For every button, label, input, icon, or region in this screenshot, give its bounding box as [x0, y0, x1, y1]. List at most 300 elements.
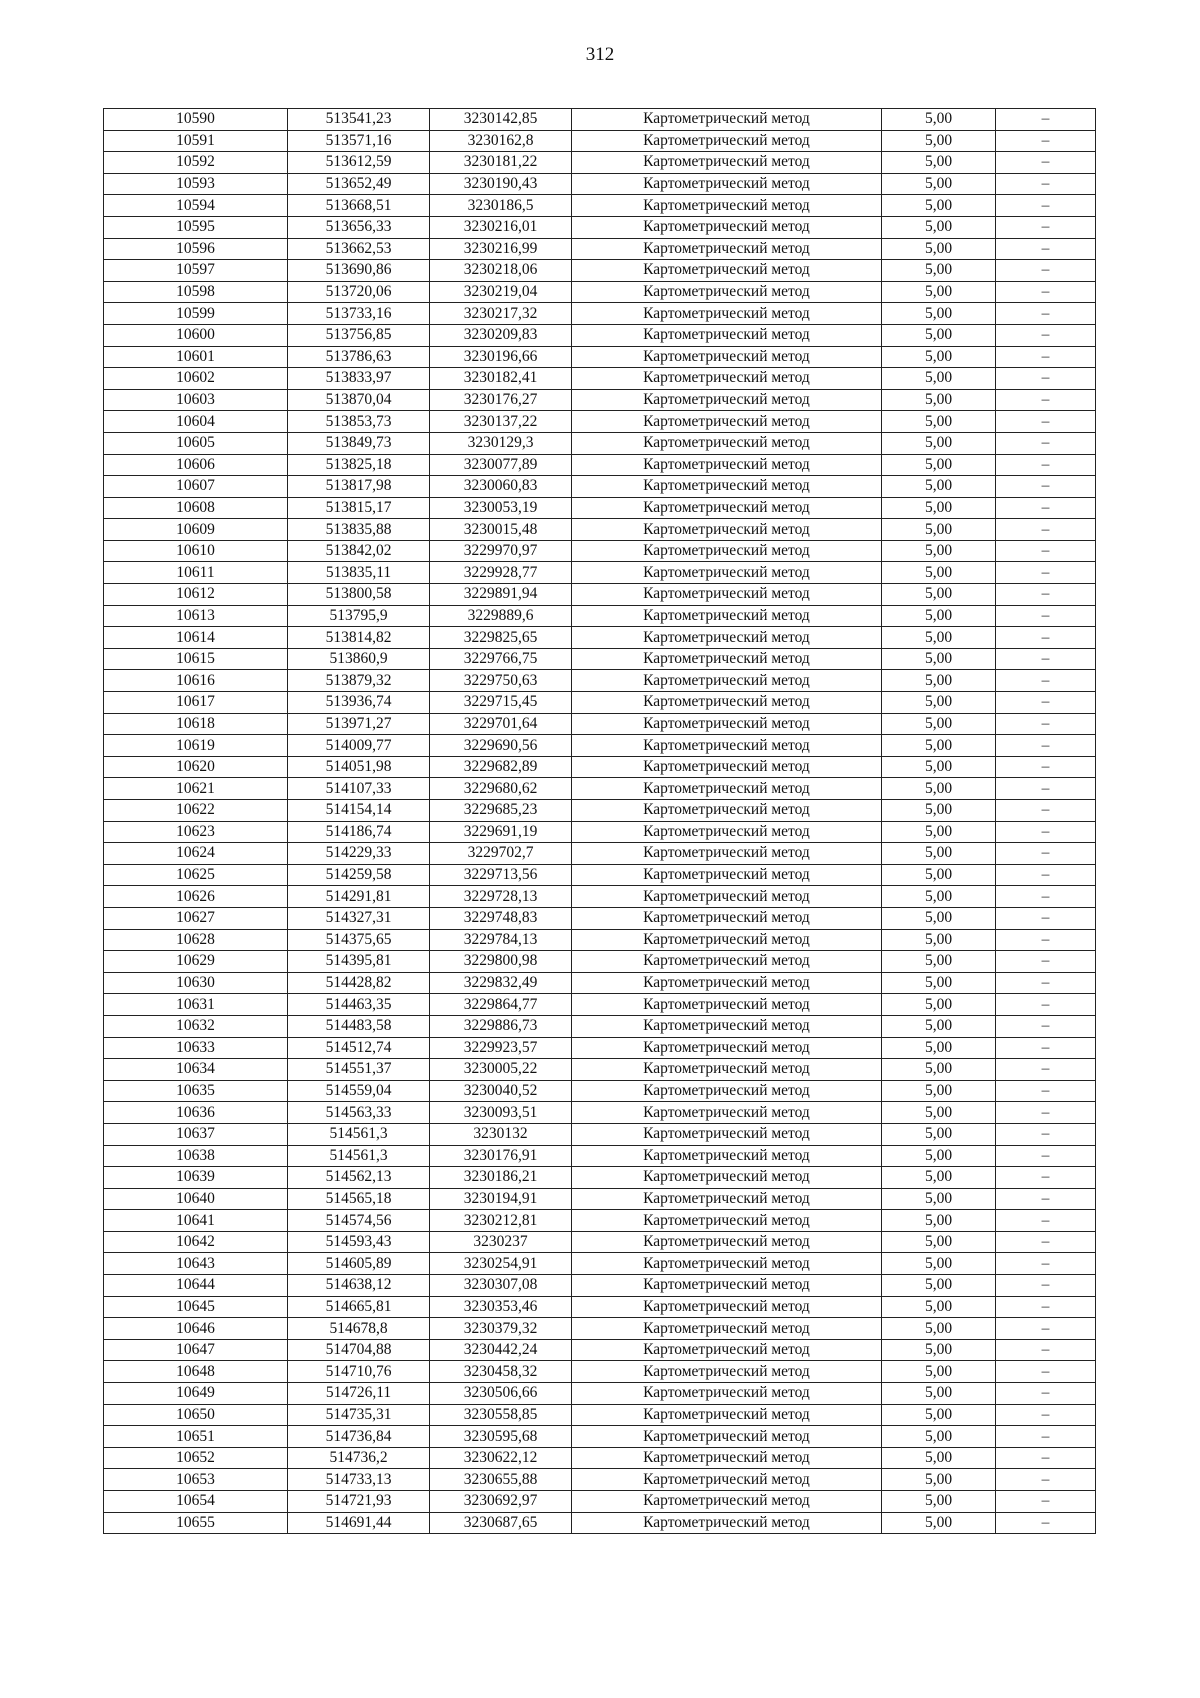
- x-coordinate-cell: 514733,13: [288, 1469, 430, 1491]
- point-number-cell: 10612: [104, 584, 288, 606]
- accuracy-cell: 5,00: [882, 562, 996, 584]
- accuracy-cell: 5,00: [882, 951, 996, 973]
- y-coordinate-cell: 3229825,65: [430, 627, 572, 649]
- table-row: [104, 1145, 1096, 1167]
- method-cell: Картометрический метод: [572, 951, 882, 973]
- x-coordinate-cell: 513786,63: [288, 346, 430, 368]
- y-coordinate-cell: 3230655,88: [430, 1469, 572, 1491]
- accuracy-cell: 5,00: [882, 1491, 996, 1513]
- method-cell: Картометрический метод: [572, 411, 882, 433]
- point-number-cell: 10643: [104, 1253, 288, 1275]
- description-cell: –: [996, 1037, 1096, 1059]
- method-cell: Картометрический метод: [572, 476, 882, 498]
- point-number-cell: 10650: [104, 1404, 288, 1426]
- y-coordinate-cell: 3230379,32: [430, 1318, 572, 1340]
- table-row: [104, 627, 1096, 649]
- accuracy-cell: 5,00: [882, 1296, 996, 1318]
- y-coordinate-cell: 3230186,21: [430, 1167, 572, 1189]
- table-row: [104, 1361, 1096, 1383]
- description-cell: –: [996, 195, 1096, 217]
- y-coordinate-cell: 3230186,5: [430, 195, 572, 217]
- method-cell: Картометрический метод: [572, 109, 882, 131]
- accuracy-cell: 5,00: [882, 648, 996, 670]
- method-cell: Картометрический метод: [572, 1275, 882, 1297]
- y-coordinate-cell: 3230218,06: [430, 260, 572, 282]
- description-cell: –: [996, 843, 1096, 865]
- point-number-cell: 10611: [104, 562, 288, 584]
- x-coordinate-cell: 513971,27: [288, 713, 430, 735]
- table-row: [104, 1080, 1096, 1102]
- point-number-cell: 10625: [104, 864, 288, 886]
- table-row: [104, 864, 1096, 886]
- x-coordinate-cell: 514512,74: [288, 1037, 430, 1059]
- point-number-cell: 10634: [104, 1059, 288, 1081]
- x-coordinate-cell: 514107,33: [288, 778, 430, 800]
- point-number-cell: 10638: [104, 1145, 288, 1167]
- x-coordinate-cell: 513853,73: [288, 411, 430, 433]
- y-coordinate-cell: 3230692,97: [430, 1491, 572, 1513]
- x-coordinate-cell: 514605,89: [288, 1253, 430, 1275]
- method-cell: Картометрический метод: [572, 216, 882, 238]
- y-coordinate-cell: 3230077,89: [430, 454, 572, 476]
- accuracy-cell: 5,00: [882, 843, 996, 865]
- x-coordinate-cell: 513817,98: [288, 476, 430, 498]
- description-cell: –: [996, 735, 1096, 757]
- table-row: [104, 1491, 1096, 1513]
- y-coordinate-cell: 3230060,83: [430, 476, 572, 498]
- accuracy-cell: 5,00: [882, 1404, 996, 1426]
- x-coordinate-cell: 514726,11: [288, 1383, 430, 1405]
- accuracy-cell: 5,00: [882, 907, 996, 929]
- description-cell: –: [996, 476, 1096, 498]
- table-row: [104, 1210, 1096, 1232]
- point-number-cell: 10628: [104, 929, 288, 951]
- method-cell: Картометрический метод: [572, 843, 882, 865]
- method-cell: Картометрический метод: [572, 281, 882, 303]
- x-coordinate-cell: 513795,9: [288, 605, 430, 627]
- method-cell: Картометрический метод: [572, 972, 882, 994]
- description-cell: –: [996, 800, 1096, 822]
- point-number-cell: 10596: [104, 238, 288, 260]
- table-row: [104, 1231, 1096, 1253]
- y-coordinate-cell: 3229970,97: [430, 540, 572, 562]
- accuracy-cell: 5,00: [882, 1275, 996, 1297]
- y-coordinate-cell: 3230209,83: [430, 324, 572, 346]
- x-coordinate-cell: 513690,86: [288, 260, 430, 282]
- y-coordinate-cell: 3230142,85: [430, 109, 572, 131]
- y-coordinate-cell: 3229685,23: [430, 800, 572, 822]
- x-coordinate-cell: 513835,11: [288, 562, 430, 584]
- description-cell: –: [996, 692, 1096, 714]
- table-row: [104, 109, 1096, 131]
- description-cell: –: [996, 1231, 1096, 1253]
- accuracy-cell: 5,00: [882, 994, 996, 1016]
- method-cell: Картометрический метод: [572, 735, 882, 757]
- method-cell: Картометрический метод: [572, 1037, 882, 1059]
- accuracy-cell: 5,00: [882, 864, 996, 886]
- method-cell: Картометрический метод: [572, 1210, 882, 1232]
- point-number-cell: 10610: [104, 540, 288, 562]
- description-cell: –: [996, 1404, 1096, 1426]
- method-cell: Картометрический метод: [572, 260, 882, 282]
- point-number-cell: 10624: [104, 843, 288, 865]
- description-cell: –: [996, 1167, 1096, 1189]
- x-coordinate-cell: 514009,77: [288, 735, 430, 757]
- description-cell: –: [996, 346, 1096, 368]
- x-coordinate-cell: 513733,16: [288, 303, 430, 325]
- table-row: [104, 1426, 1096, 1448]
- method-cell: Картометрический метод: [572, 1015, 882, 1037]
- description-cell: –: [996, 432, 1096, 454]
- table-row: [104, 476, 1096, 498]
- y-coordinate-cell: 3230217,32: [430, 303, 572, 325]
- x-coordinate-cell: 513870,04: [288, 389, 430, 411]
- x-coordinate-cell: 513860,9: [288, 648, 430, 670]
- point-number-cell: 10590: [104, 109, 288, 131]
- table-row: [104, 821, 1096, 843]
- description-cell: –: [996, 886, 1096, 908]
- method-cell: Картометрический метод: [572, 994, 882, 1016]
- x-coordinate-cell: 514551,37: [288, 1059, 430, 1081]
- point-number-cell: 10642: [104, 1231, 288, 1253]
- x-coordinate-cell: 513800,58: [288, 584, 430, 606]
- accuracy-cell: 5,00: [882, 1426, 996, 1448]
- y-coordinate-cell: 3230442,24: [430, 1339, 572, 1361]
- x-coordinate-cell: 514736,84: [288, 1426, 430, 1448]
- y-coordinate-cell: 3230458,32: [430, 1361, 572, 1383]
- description-cell: –: [996, 540, 1096, 562]
- x-coordinate-cell: 513825,18: [288, 454, 430, 476]
- method-cell: Картометрический метод: [572, 1123, 882, 1145]
- table-row: [104, 584, 1096, 606]
- table-row: [104, 735, 1096, 757]
- description-cell: –: [996, 281, 1096, 303]
- description-cell: –: [996, 584, 1096, 606]
- method-cell: Картометрический метод: [572, 1102, 882, 1124]
- x-coordinate-cell: 513612,59: [288, 152, 430, 174]
- point-number-cell: 10654: [104, 1491, 288, 1513]
- point-number-cell: 10631: [104, 994, 288, 1016]
- table-row: [104, 324, 1096, 346]
- accuracy-cell: 5,00: [882, 584, 996, 606]
- x-coordinate-cell: 514638,12: [288, 1275, 430, 1297]
- description-cell: –: [996, 389, 1096, 411]
- y-coordinate-cell: 3230353,46: [430, 1296, 572, 1318]
- accuracy-cell: 5,00: [882, 1059, 996, 1081]
- description-cell: –: [996, 1426, 1096, 1448]
- point-number-cell: 10641: [104, 1210, 288, 1232]
- point-number-cell: 10609: [104, 519, 288, 541]
- description-cell: –: [996, 1383, 1096, 1405]
- accuracy-cell: 5,00: [882, 1015, 996, 1037]
- x-coordinate-cell: 513662,53: [288, 238, 430, 260]
- table-row: [104, 670, 1096, 692]
- x-coordinate-cell: 513936,74: [288, 692, 430, 714]
- point-number-cell: 10630: [104, 972, 288, 994]
- description-cell: –: [996, 216, 1096, 238]
- x-coordinate-cell: 513879,32: [288, 670, 430, 692]
- point-number-cell: 10593: [104, 173, 288, 195]
- y-coordinate-cell: 3230015,48: [430, 519, 572, 541]
- accuracy-cell: 5,00: [882, 281, 996, 303]
- point-number-cell: 10640: [104, 1188, 288, 1210]
- table-row: [104, 951, 1096, 973]
- method-cell: Картометрический метод: [572, 173, 882, 195]
- y-coordinate-cell: 3230622,12: [430, 1447, 572, 1469]
- table-row: [104, 1296, 1096, 1318]
- accuracy-cell: 5,00: [882, 432, 996, 454]
- method-cell: Картометрический метод: [572, 152, 882, 174]
- accuracy-cell: 5,00: [882, 1102, 996, 1124]
- method-cell: Картометрический метод: [572, 1145, 882, 1167]
- x-coordinate-cell: 514395,81: [288, 951, 430, 973]
- point-number-cell: 10637: [104, 1123, 288, 1145]
- table-row: [104, 454, 1096, 476]
- y-coordinate-cell: 3230506,66: [430, 1383, 572, 1405]
- x-coordinate-cell: 514561,3: [288, 1145, 430, 1167]
- table-row: [104, 756, 1096, 778]
- method-cell: Картометрический метод: [572, 1167, 882, 1189]
- method-cell: Картометрический метод: [572, 324, 882, 346]
- y-coordinate-cell: 3230216,99: [430, 238, 572, 260]
- point-number-cell: 10621: [104, 778, 288, 800]
- accuracy-cell: 5,00: [882, 1469, 996, 1491]
- method-cell: Картометрический метод: [572, 1339, 882, 1361]
- description-cell: –: [996, 130, 1096, 152]
- method-cell: Картометрический метод: [572, 1491, 882, 1513]
- table-row: [104, 1447, 1096, 1469]
- method-cell: Картометрический метод: [572, 1404, 882, 1426]
- table-row: [104, 1275, 1096, 1297]
- description-cell: –: [996, 1361, 1096, 1383]
- table-row: [104, 929, 1096, 951]
- accuracy-cell: 5,00: [882, 238, 996, 260]
- method-cell: Картометрический метод: [572, 1188, 882, 1210]
- method-cell: Картометрический метод: [572, 907, 882, 929]
- x-coordinate-cell: 514704,88: [288, 1339, 430, 1361]
- accuracy-cell: 5,00: [882, 454, 996, 476]
- y-coordinate-cell: 3230132: [430, 1123, 572, 1145]
- table-row: [104, 260, 1096, 282]
- y-coordinate-cell: 3230219,04: [430, 281, 572, 303]
- table-row: [104, 1188, 1096, 1210]
- x-coordinate-cell: 514574,56: [288, 1210, 430, 1232]
- description-cell: –: [996, 1275, 1096, 1297]
- accuracy-cell: 5,00: [882, 778, 996, 800]
- description-cell: –: [996, 1512, 1096, 1534]
- method-cell: Картометрический метод: [572, 1318, 882, 1340]
- point-number-cell: 10647: [104, 1339, 288, 1361]
- point-number-cell: 10633: [104, 1037, 288, 1059]
- x-coordinate-cell: 514563,33: [288, 1102, 430, 1124]
- description-cell: –: [996, 951, 1096, 973]
- point-number-cell: 10606: [104, 454, 288, 476]
- coordinates-table-body: [104, 109, 1096, 1534]
- y-coordinate-cell: 3229713,56: [430, 864, 572, 886]
- method-cell: Картометрический метод: [572, 670, 882, 692]
- y-coordinate-cell: 3230595,68: [430, 1426, 572, 1448]
- y-coordinate-cell: 3230181,22: [430, 152, 572, 174]
- point-number-cell: 10592: [104, 152, 288, 174]
- accuracy-cell: 5,00: [882, 389, 996, 411]
- description-cell: –: [996, 109, 1096, 131]
- description-cell: –: [996, 1491, 1096, 1513]
- x-coordinate-cell: 513756,85: [288, 324, 430, 346]
- point-number-cell: 10605: [104, 432, 288, 454]
- accuracy-cell: 5,00: [882, 1512, 996, 1534]
- table-row: [104, 972, 1096, 994]
- table-row: [104, 540, 1096, 562]
- method-cell: Картометрический метод: [572, 519, 882, 541]
- point-number-cell: 10622: [104, 800, 288, 822]
- y-coordinate-cell: 3229784,13: [430, 929, 572, 951]
- point-number-cell: 10615: [104, 648, 288, 670]
- point-number-cell: 10636: [104, 1102, 288, 1124]
- description-cell: –: [996, 152, 1096, 174]
- y-coordinate-cell: 3230254,91: [430, 1253, 572, 1275]
- point-number-cell: 10594: [104, 195, 288, 217]
- method-cell: Картометрический метод: [572, 778, 882, 800]
- method-cell: Картометрический метод: [572, 1059, 882, 1081]
- point-number-cell: 10618: [104, 713, 288, 735]
- description-cell: –: [996, 519, 1096, 541]
- point-number-cell: 10620: [104, 756, 288, 778]
- x-coordinate-cell: 513815,17: [288, 497, 430, 519]
- y-coordinate-cell: 3229800,98: [430, 951, 572, 973]
- point-number-cell: 10626: [104, 886, 288, 908]
- x-coordinate-cell: 514593,43: [288, 1231, 430, 1253]
- accuracy-cell: 5,00: [882, 324, 996, 346]
- table-row: [104, 497, 1096, 519]
- accuracy-cell: 5,00: [882, 929, 996, 951]
- x-coordinate-cell: 514259,58: [288, 864, 430, 886]
- method-cell: Картометрический метод: [572, 1296, 882, 1318]
- method-cell: Картометрический метод: [572, 195, 882, 217]
- description-cell: –: [996, 864, 1096, 886]
- description-cell: –: [996, 605, 1096, 627]
- table-row: [104, 800, 1096, 822]
- description-cell: –: [996, 411, 1096, 433]
- description-cell: –: [996, 713, 1096, 735]
- accuracy-cell: 5,00: [882, 756, 996, 778]
- accuracy-cell: 5,00: [882, 713, 996, 735]
- accuracy-cell: 5,00: [882, 1080, 996, 1102]
- description-cell: –: [996, 1210, 1096, 1232]
- y-coordinate-cell: 3229748,83: [430, 907, 572, 929]
- y-coordinate-cell: 3230307,08: [430, 1275, 572, 1297]
- point-number-cell: 10602: [104, 368, 288, 390]
- accuracy-cell: 5,00: [882, 1361, 996, 1383]
- accuracy-cell: 5,00: [882, 670, 996, 692]
- y-coordinate-cell: 3230190,43: [430, 173, 572, 195]
- accuracy-cell: 5,00: [882, 821, 996, 843]
- x-coordinate-cell: 514051,98: [288, 756, 430, 778]
- method-cell: Картометрический метод: [572, 864, 882, 886]
- y-coordinate-cell: 3230176,91: [430, 1145, 572, 1167]
- table-row: [104, 281, 1096, 303]
- description-cell: –: [996, 1080, 1096, 1102]
- x-coordinate-cell: 514291,81: [288, 886, 430, 908]
- point-number-cell: 10598: [104, 281, 288, 303]
- description-cell: –: [996, 1102, 1096, 1124]
- table-row: [104, 152, 1096, 174]
- y-coordinate-cell: 3230212,81: [430, 1210, 572, 1232]
- point-number-cell: 10632: [104, 1015, 288, 1037]
- accuracy-cell: 5,00: [882, 800, 996, 822]
- accuracy-cell: 5,00: [882, 346, 996, 368]
- method-cell: Картометрический метод: [572, 713, 882, 735]
- table-row: [104, 1253, 1096, 1275]
- description-cell: –: [996, 1059, 1096, 1081]
- accuracy-cell: 5,00: [882, 519, 996, 541]
- description-cell: –: [996, 1447, 1096, 1469]
- table-row: [104, 411, 1096, 433]
- description-cell: –: [996, 260, 1096, 282]
- point-number-cell: 10651: [104, 1426, 288, 1448]
- accuracy-cell: 5,00: [882, 972, 996, 994]
- accuracy-cell: 5,00: [882, 886, 996, 908]
- table-row: [104, 346, 1096, 368]
- description-cell: –: [996, 929, 1096, 951]
- description-cell: –: [996, 756, 1096, 778]
- point-number-cell: 10616: [104, 670, 288, 692]
- description-cell: –: [996, 821, 1096, 843]
- point-number-cell: 10601: [104, 346, 288, 368]
- accuracy-cell: 5,00: [882, 303, 996, 325]
- accuracy-cell: 5,00: [882, 173, 996, 195]
- method-cell: Картометрический метод: [572, 540, 882, 562]
- x-coordinate-cell: 514561,3: [288, 1123, 430, 1145]
- method-cell: Картометрический метод: [572, 929, 882, 951]
- method-cell: Картометрический метод: [572, 648, 882, 670]
- table-row: [104, 843, 1096, 865]
- table-row: [104, 1512, 1096, 1534]
- accuracy-cell: 5,00: [882, 1339, 996, 1361]
- accuracy-cell: 5,00: [882, 109, 996, 131]
- x-coordinate-cell: 514691,44: [288, 1512, 430, 1534]
- accuracy-cell: 5,00: [882, 1037, 996, 1059]
- point-number-cell: 10639: [104, 1167, 288, 1189]
- x-coordinate-cell: 513656,33: [288, 216, 430, 238]
- x-coordinate-cell: 514678,8: [288, 1318, 430, 1340]
- method-cell: Картометрический метод: [572, 130, 882, 152]
- table-row: [104, 389, 1096, 411]
- method-cell: Картометрический метод: [572, 389, 882, 411]
- y-coordinate-cell: 3229680,62: [430, 778, 572, 800]
- y-coordinate-cell: 3229682,89: [430, 756, 572, 778]
- table-row: [104, 1059, 1096, 1081]
- accuracy-cell: 5,00: [882, 735, 996, 757]
- accuracy-cell: 5,00: [882, 216, 996, 238]
- point-number-cell: 10644: [104, 1275, 288, 1297]
- method-cell: Картометрический метод: [572, 692, 882, 714]
- method-cell: Картометрический метод: [572, 346, 882, 368]
- x-coordinate-cell: 514463,35: [288, 994, 430, 1016]
- accuracy-cell: 5,00: [882, 368, 996, 390]
- y-coordinate-cell: 3230162,8: [430, 130, 572, 152]
- x-coordinate-cell: 514229,33: [288, 843, 430, 865]
- description-cell: –: [996, 1253, 1096, 1275]
- x-coordinate-cell: 513814,82: [288, 627, 430, 649]
- point-number-cell: 10613: [104, 605, 288, 627]
- table-row: [104, 1469, 1096, 1491]
- x-coordinate-cell: 514483,58: [288, 1015, 430, 1037]
- description-cell: –: [996, 324, 1096, 346]
- x-coordinate-cell: 513720,06: [288, 281, 430, 303]
- table-row: [104, 605, 1096, 627]
- description-cell: –: [996, 1296, 1096, 1318]
- method-cell: Картометрический метод: [572, 821, 882, 843]
